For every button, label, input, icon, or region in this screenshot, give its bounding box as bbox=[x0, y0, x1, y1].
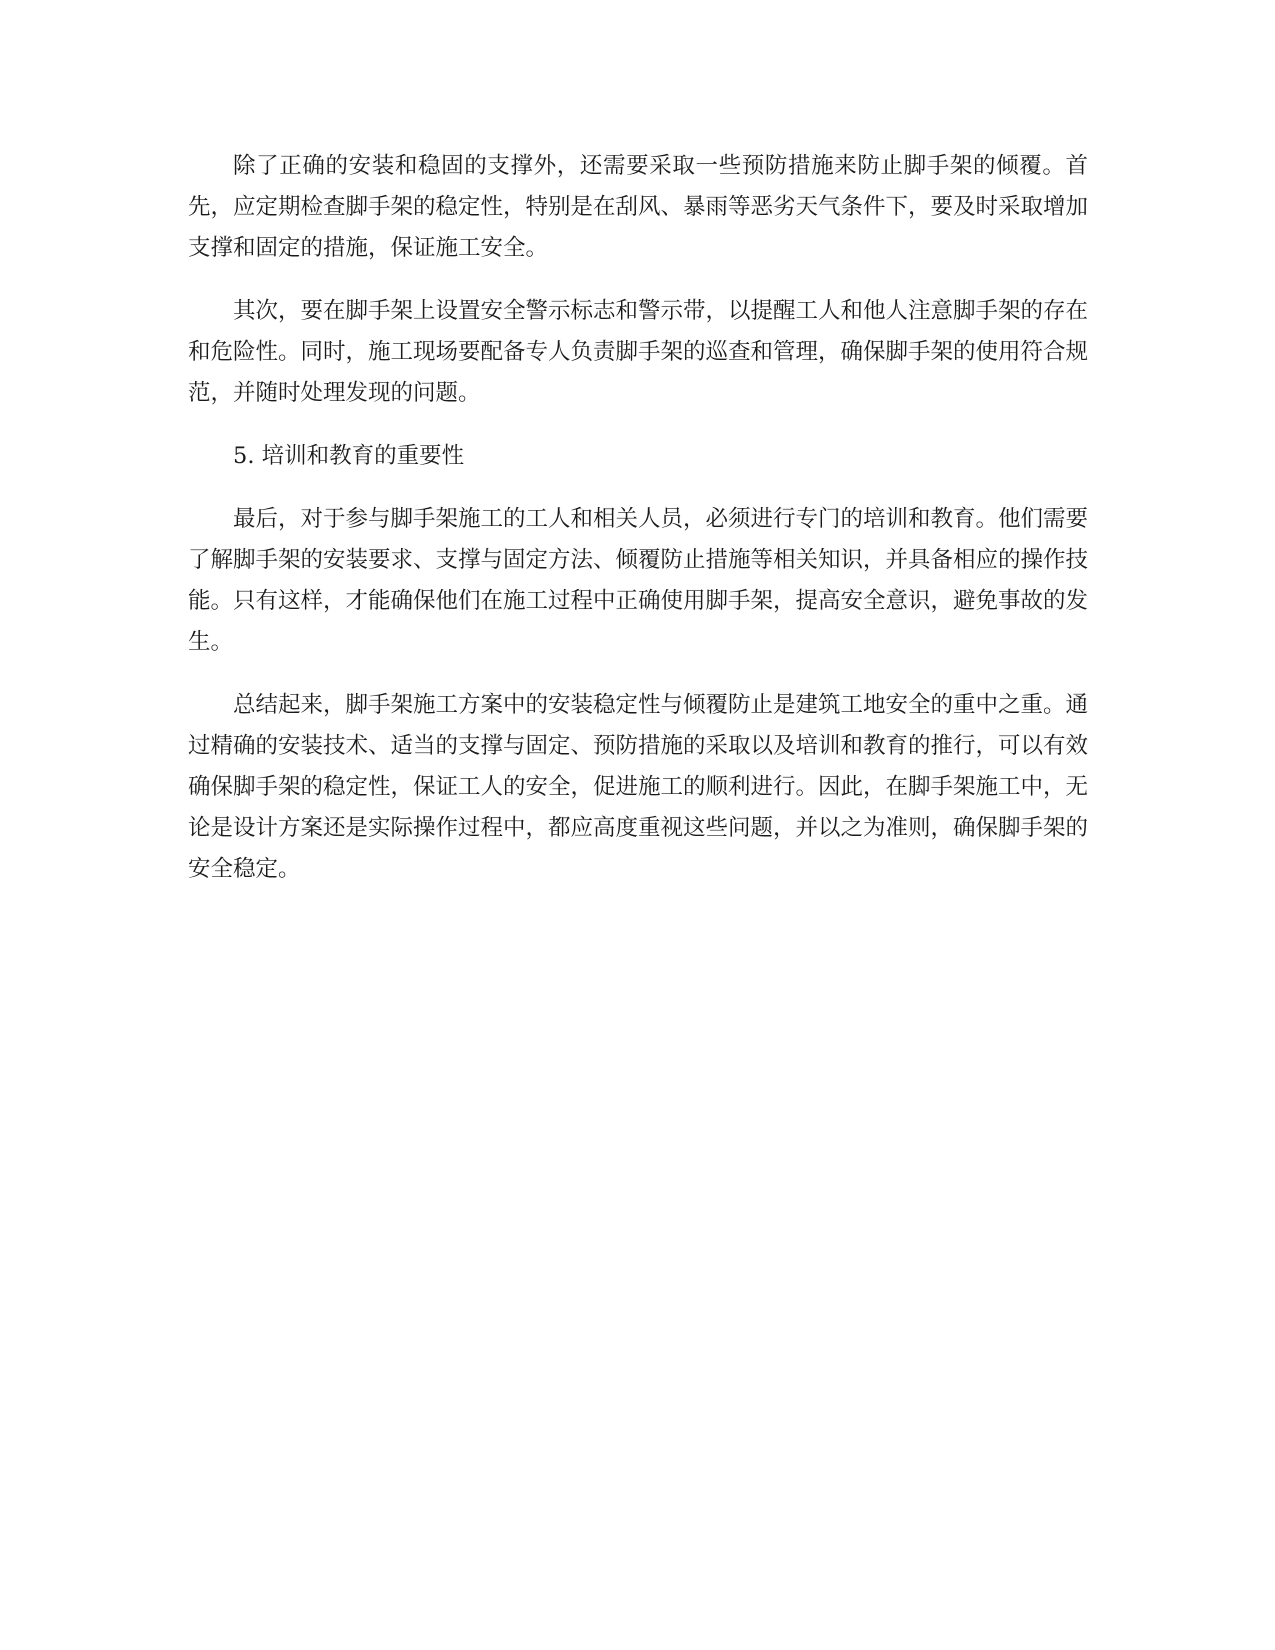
section-heading-training: 5. 培训和教育的重要性 bbox=[233, 443, 465, 469]
paragraph-warning-signs: 其次，要在脚手架上设置安全警示标志和警示带，以提醒工人和他人注意脚手架的存在和危险性。同时，施工现场要配备专人负责脚手架的巡查和管理，确保脚手架的使用符合规范，并随时处理发现的问题。 bbox=[188, 298, 1089, 406]
paragraph-training: 最后，对于参与脚手架施工的工人和相关人员，必须进行专门的培训和教育。他们需要了解脚手架的安装要求、支撑与固定方法、倾覆防止措施等相关知识，并具备相应的操作技能。只有这样，才能确保他们在施工过程中正确使用脚手架，提高安全意识，避免事故的发生。 bbox=[188, 506, 1089, 655]
paragraph-overturn-prevention: 除了正确的安装和稳固的支撑外，还需要采取一些预防措施来防止脚手架的倾覆。首先，应定期检查脚手架的稳定性，特别是在刮风、暴雨等恶劣天气条件下，要及时采取增加支撑和固定的措施，保证施工安全。 bbox=[188, 153, 1089, 261]
paragraph-summary: 总结起来，脚手架施工方案中的安装稳定性与倾覆防止是建筑工地安全的重中之重。通过精确的安装技术、适当的支撑与固定、预防措施的采取以及培训和教育的推行，可以有效确保脚手架的稳定性，保证工人的安全，促进施工的顺利进行。因此，在脚手架施工中，无论是设计方案还是实际操作过程中，都应高度重视这些问题，并以之为准则，确保脚手架的安全稳定。 bbox=[188, 692, 1089, 882]
document-body bbox=[188, 146, 1088, 912]
